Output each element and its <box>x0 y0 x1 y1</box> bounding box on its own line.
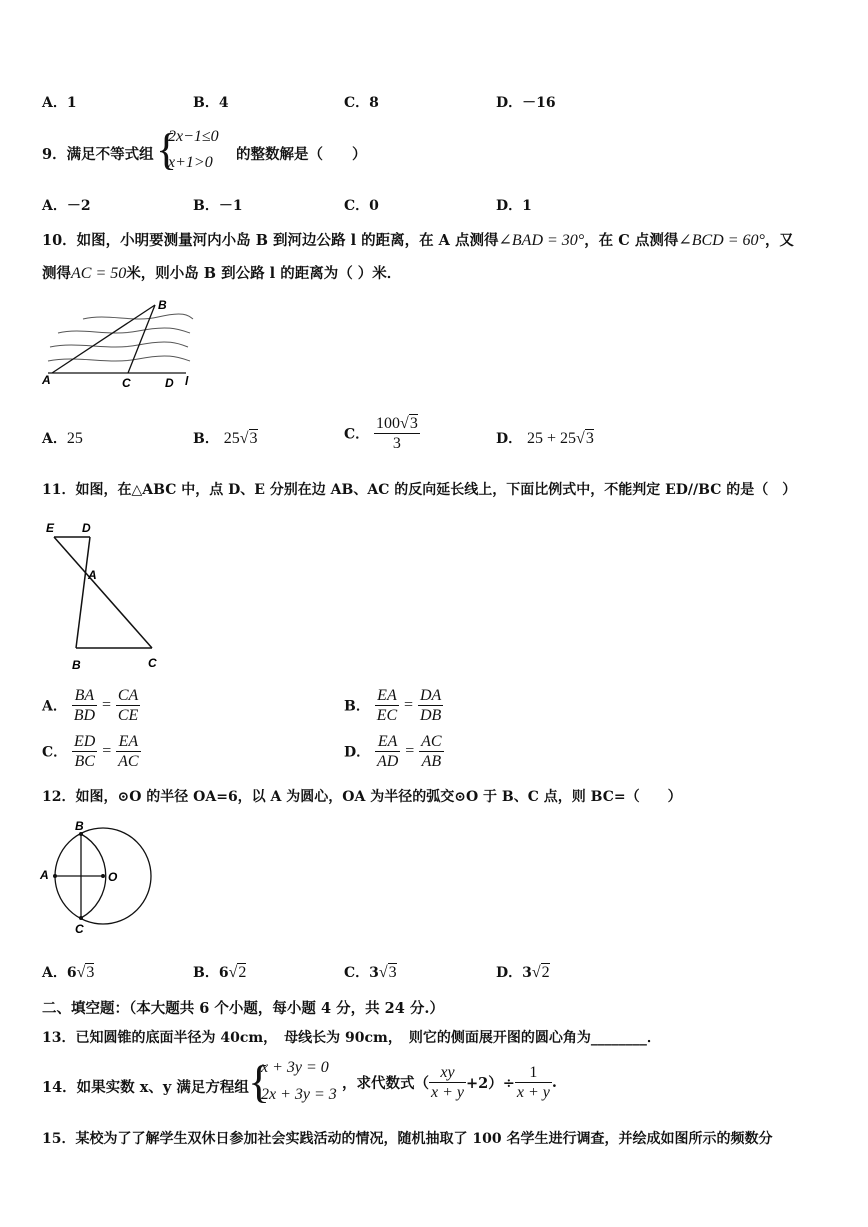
q14-f2-den: x + y <box>516 1084 550 1101</box>
q11-b-den-1: EC <box>376 707 398 724</box>
q10-option-c-num: 100 <box>376 415 401 432</box>
q10-option-b-label: B． <box>193 431 219 447</box>
q14-brace: { <box>248 1056 271 1107</box>
q11-option-b-frac-1 <box>375 686 399 725</box>
q10-line-1 <box>42 229 794 250</box>
q10-label-b: B <box>158 298 167 312</box>
q11-b-den-2: DB <box>419 707 442 724</box>
q9-suffix: 的整数解是（ ） <box>236 146 367 163</box>
q10-option-c-label: C． <box>344 426 370 443</box>
q12-option-c-label: C．3 <box>344 965 379 981</box>
q11-d-num-2: AC <box>421 733 442 750</box>
q10-label-d: D <box>165 376 174 390</box>
q12-option-b-label: B．6 <box>193 965 229 981</box>
q14-expression <box>342 1063 557 1102</box>
q11-label-a: A <box>88 568 97 582</box>
q9-brace: { <box>156 125 178 174</box>
q8-option-c: C．8 <box>344 95 379 111</box>
q12-option-c: C．3√3 <box>344 964 397 981</box>
q14-f1-den: x + y <box>431 1084 464 1101</box>
q9-option-c: C．0 <box>344 198 379 214</box>
q14-frac-1 <box>429 1063 466 1102</box>
q9-option-d: D．1 <box>496 198 532 214</box>
q8-option-d: D．－16 <box>496 95 556 111</box>
q10-angle-bcd: ∠BCD = 60° <box>678 232 765 249</box>
q10-label-c: C <box>122 376 131 390</box>
q11-option-b-frac-2 <box>418 686 443 725</box>
q12-option-a-label: A．6 <box>42 965 77 981</box>
q12-label-o: O <box>108 870 118 884</box>
q11-d-den-1: AD <box>377 753 399 770</box>
q11-option-b: B． $\frac{EA}{EC}$ = $\frac{DA}{DB}$ <box>344 687 442 724</box>
q12-option-b: B．6√2 <box>193 964 247 981</box>
q14-f1-num: xy <box>429 1063 466 1083</box>
q14-eq-2: 2x + 3y = 3 <box>261 1086 337 1103</box>
q12-option-d-rad: 2 <box>541 964 550 981</box>
q12-option-a: A．6√3 <box>42 964 95 981</box>
q12-circle-figure <box>38 817 158 939</box>
q12-label-a: A <box>40 868 49 882</box>
q11-d-den-2: AB <box>421 753 442 770</box>
q10-option-d-pre: 25 + 25 <box>527 430 577 447</box>
q8-option-b: B．4 <box>193 95 229 111</box>
q11-label-d: D <box>82 521 91 535</box>
q11-option-a-label: A． <box>42 698 67 715</box>
q11-option-d-label: D． <box>344 744 371 761</box>
q9-ineq-1: 2x−1≤0 <box>168 128 219 145</box>
q11-option-d-frac-1 <box>375 732 400 771</box>
q10-option-b-sqrt: √ <box>239 430 249 447</box>
q10-option-b <box>193 428 258 448</box>
q10-option-c-den: 3 <box>392 435 401 452</box>
q14-frac-2 <box>515 1063 552 1102</box>
q11-a-den-2: CE <box>117 707 139 724</box>
q14-plus: +2）÷ <box>466 1075 515 1092</box>
q11-option-c-frac-2 <box>116 732 140 771</box>
q11-a-den-1: BD <box>73 707 96 724</box>
q14-f2-num: 1 <box>515 1063 552 1083</box>
q11-option-d: D． $\frac{EA}{AD}$ = $\frac{AC}{AB}$ <box>344 733 442 770</box>
q11-option-b-label: B． <box>344 698 370 715</box>
q15-text: 15．某校为了了解学生双休日参加社会实践活动的情况，随机抽取了 100 名学生进行调查，并绘成如图所示的频数分 <box>42 1131 773 1147</box>
q9-ineq-2: x+1>0 <box>168 154 213 171</box>
q10-text-d: 测得 <box>42 265 71 282</box>
q11-option-a: A． $\frac{BA}{BD}$ = $\frac{CA}{CE}$ <box>42 687 139 724</box>
q11-text: 11．如图，在△ABC 中，点 D、E 分别在边 AB、AC 的反向延长线上，下面比例式中，不能判定 ED//BC 的是（ ） <box>42 482 797 498</box>
q10-option-a-label: A． <box>42 431 67 447</box>
q11-c-den-1: BC <box>74 753 95 770</box>
q14-end: . <box>551 1074 557 1091</box>
q11-c-num-1: ED <box>74 733 96 750</box>
q9-option-a: A．－2 <box>42 198 91 214</box>
q11-option-d-frac-2 <box>419 732 443 771</box>
q11-option-c-label: C． <box>42 744 68 761</box>
q10-option-b-rad: 3 <box>249 430 258 447</box>
q14-mid: ，求代数式（ <box>342 1075 429 1092</box>
q11-a-num-2: CA <box>117 687 139 704</box>
q10-line-2 <box>42 262 401 283</box>
q10-label-l: l <box>185 374 189 388</box>
q10-angle-bad: ∠BAD = 30° <box>498 232 585 249</box>
q12-label-b: B <box>75 819 84 833</box>
q11-b-num-2: DA <box>419 687 442 704</box>
q11-c-den-2: AC <box>118 753 139 770</box>
q12-text: 12．如图，⊙O 的半径 OA=6，以 A 为圆心，OA 为半径的弧交⊙O 于 B、C 点，则 BC=（ ） <box>42 789 682 805</box>
q10-option-d-rad: 3 <box>585 430 594 447</box>
q10-ac: AC = 50 <box>71 265 127 282</box>
q11-c-num-2: EA <box>116 732 140 752</box>
q10-option-d-label: D． <box>496 431 523 447</box>
q11-option-a-frac-1 <box>72 686 97 725</box>
q10-option-c-frac: $\frac{100√3}{3}$ <box>376 415 418 452</box>
q10-option-d-sqrt: √ <box>576 430 585 447</box>
q10-option-a <box>42 428 83 448</box>
q14-eq-1: x + 3y = 0 <box>261 1059 329 1076</box>
q11-b-num-1: EA <box>375 686 399 706</box>
q12-option-d: D．3√2 <box>496 964 550 981</box>
q13-text: 13．已知圆锥的底面半径为 40cm， 母线长为 90cm， 则它的侧面展开图的圆心角为________． <box>42 1030 661 1046</box>
q11-label-b: B <box>72 658 81 672</box>
q12-option-a-rad: 3 <box>86 964 95 981</box>
q10-text-e: 米，则小岛 B 到公路 l 的距离为（ ）米． <box>126 265 402 282</box>
q10-option-d <box>496 428 594 448</box>
q10-option-c <box>344 414 420 453</box>
q11-option-c: C． $\frac{ED}{BC}$ = $\frac{EA}{AC}$ <box>42 733 139 770</box>
q10-option-a-value: 25 <box>66 430 83 447</box>
q11-a-num-1: BA <box>72 686 97 706</box>
q11-label-c: C <box>148 656 157 670</box>
q10-river-figure <box>38 295 198 395</box>
q14-prefix: 14．如果实数 x、y 满足方程组 <box>42 1079 249 1096</box>
q11-label-e: E <box>46 521 55 535</box>
q8-option-a: A．1 <box>42 95 77 111</box>
q10-text-a: 10．如图，小明要测量河内小岛 B 到河边公路 l 的距离，在 A 点测得 <box>42 232 499 249</box>
q10-label-a: A <box>42 373 51 387</box>
q12-option-b-rad: 2 <box>238 964 247 981</box>
q10-text-b: ，在 C 点测得 <box>584 232 679 249</box>
q10-option-c-rad: 3 <box>409 415 418 432</box>
q10-option-b-coef: 25 <box>223 430 240 447</box>
q12-option-d-label: D．3 <box>496 965 532 981</box>
q10-text-c: ，又 <box>764 232 794 249</box>
q12-label-c: C <box>75 922 84 936</box>
q11-option-a-frac-2 <box>116 686 140 725</box>
q9-prefix: 9．满足不等式组 <box>42 146 154 163</box>
section-2-heading: 二、填空题：（本大题共 6 个小题，每小题 4 分，共 24 分.） <box>42 1000 444 1017</box>
q11-d-num-1: EA <box>375 732 400 752</box>
q11-option-c-frac-1 <box>72 732 97 771</box>
q12-option-c-rad: 3 <box>388 964 397 981</box>
q11-triangle-figure <box>40 515 170 675</box>
q9-option-b: B．－1 <box>193 198 243 214</box>
